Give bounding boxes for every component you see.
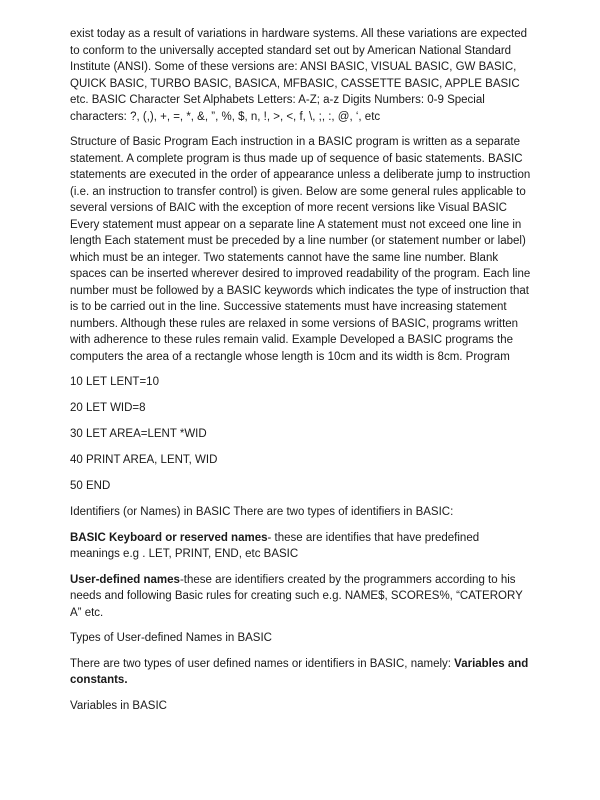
types-bold-terms: Variables and constants.: [70, 657, 529, 686]
types-text: There are two types of user defined names or identifiers in BASIC, namely:: [70, 657, 455, 670]
paragraph-types-of-names: [70, 656, 532, 689]
term-user-defined-names: User-defined names: [70, 573, 180, 586]
program-line: 50 END: [70, 480, 111, 492]
term-keyword-names: BASIC Keyboard or reserved names: [70, 531, 268, 544]
program-line: 40 PRINT AREA, LENT, WID: [70, 454, 218, 466]
program-line: 10 LET LENT=10: [70, 376, 159, 388]
program-line: 20 LET WID=8: [70, 402, 146, 414]
paragraph-user-defined-names: [70, 572, 532, 622]
paragraph-basic-versions: exist today as a result of variations in hardware systems. All these variations are expected to conform to the universally accepted standard set out by American National Standard Institute (ANSI). Some of these versions are: ANSI BASIC, VISUAL BASIC, GW BASIC, QUICK BASIC, TURBO BASIC, BASICA, MFBASIC, CASSETTE BASIC, APPLE BASIC etc. BASIC Character Set Alphabets Letters: A-Z; a-z Digits Numbers: 0-9 Special characters: ?, (,), +, =, *, &, ”, %, $, n, !, >, <, f, \, ;, :, @, ‘, etc: [70, 28, 528, 123]
paragraph-identifiers-intro: Identifiers (or Names) in BASIC There are two types of identifiers in BASIC:: [70, 506, 454, 518]
heading-variables: Variables in BASIC: [70, 699, 167, 712]
keyword-names-definition: - these are identifies that have predefined meanings e.g . LET, PRINT, END, etc BASIC: [70, 531, 480, 560]
user-defined-names-definition: -these are identifiers created by the programmers according to his needs and following Basic rules for creating such e.g. NAME$, SCORES%, “CATERORY A” etc.: [70, 573, 523, 619]
heading-types-of-names: Types of User-defined Names in BASIC: [70, 632, 272, 644]
program-listing: [70, 374, 532, 495]
paragraph-keyword-names: [70, 530, 532, 563]
program-line: 30 LET AREA=LENT *WID: [70, 428, 207, 440]
document-page: [70, 26, 532, 723]
paragraph-program-structure: Structure of Basic Program Each instruction in a BASIC program is written as a separate statement. A complete program is thus made up of sequence of basic statements. BASIC statements are executed in the order of appearance unless a deliberate jump to instruction (i.e. an instruction to transfer control) is given. Below are some general rules applicable to several versions of BAIC with the exception of more recent versions like Visual BASIC Every statement must appear on a separate line A statement must not exceed one line in length Each statement must be preceded by a line number (or statement number or label) which must be an integer. Two statements cannot have the same line number. Blank spaces can be inserted wherever desired to improved readability of the program. Each line number must be followed by a BASIC keywords which indicates the type of instruction that is to be carried out in the line. Successive statements must have increasing statement numbers. Although these rules are relaxed in some versions of BASIC, programs written with adherence to these rules remain valid. Example Developed a BASIC programs the computers the area of a rectangle whose length is 10cm and its width is 8cm. Program: [70, 136, 531, 363]
